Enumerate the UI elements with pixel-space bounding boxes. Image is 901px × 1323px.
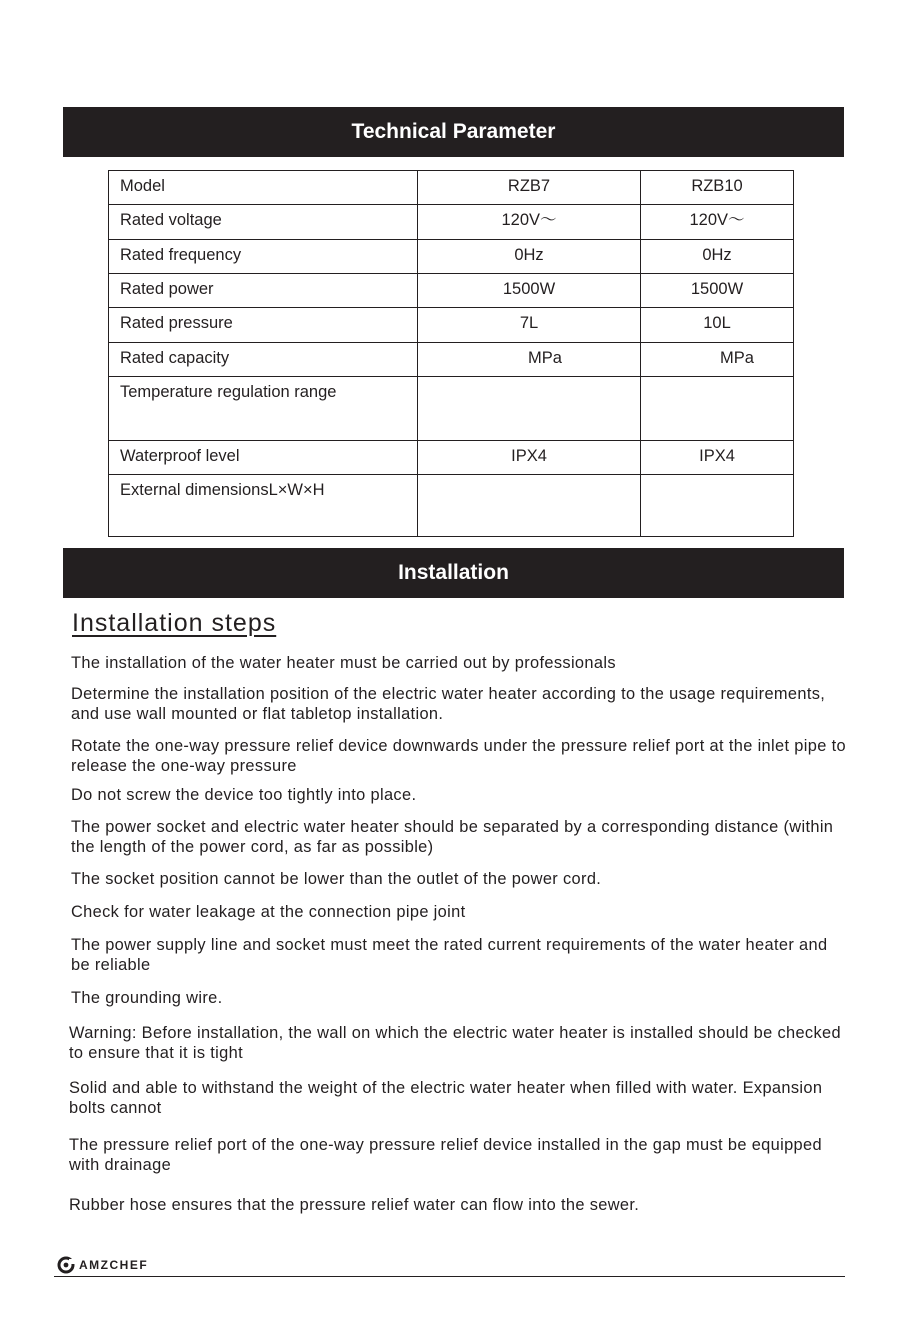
installation-step: Check for water leakage at the connection pipe joint bbox=[71, 903, 466, 921]
table-row bbox=[109, 274, 794, 308]
parameter-table bbox=[108, 170, 794, 537]
param-label: Rated frequency bbox=[109, 240, 418, 274]
rzb10-value: 120V～ bbox=[641, 205, 794, 240]
installation-step: The power supply line and socket must meet the rated current requirements of the water heater and be reliable bbox=[71, 936, 828, 974]
rzb10-value bbox=[641, 475, 794, 537]
footer-divider bbox=[54, 1276, 845, 1277]
rzb10-value: 10L bbox=[641, 308, 794, 343]
rzb10-value: IPX4 bbox=[641, 441, 794, 475]
param-label: Temperature regulation range bbox=[109, 377, 418, 441]
rzb10-value: MPa bbox=[641, 343, 794, 377]
installation-step: The power socket and electric water heater should be separated by a corresponding distance (within the length of the power cord, as far as possible) bbox=[71, 818, 834, 856]
table-row bbox=[109, 171, 794, 205]
param-label: Rated pressure bbox=[109, 308, 418, 343]
param-label: Model bbox=[109, 171, 418, 205]
installation-step: Rubber hose ensures that the pressure relief water can flow into the sewer. bbox=[69, 1196, 640, 1214]
rzb10-value: 0Hz bbox=[641, 240, 794, 274]
technical-parameter-banner bbox=[63, 107, 844, 157]
installation-step: Do not screw the device too tightly into place. bbox=[71, 786, 417, 804]
technical-parameter-heading: Technical Parameter bbox=[351, 120, 556, 143]
installation-step: The pressure relief port of the one-way pressure relief device installed in the gap must be equipped with drainage bbox=[69, 1136, 822, 1174]
installation-step: Solid and able to withstand the weight of the electric water heater when filled with water. Expansion bolts cannot bbox=[69, 1079, 823, 1117]
installation-banner bbox=[63, 548, 844, 598]
table-row bbox=[109, 308, 794, 343]
installation-step: Rotate the one-way pressure relief device downwards under the pressure relief port at the inlet pipe to release the one-way pressure bbox=[71, 737, 846, 775]
rzb7-value: 0Hz bbox=[418, 240, 641, 274]
table-row bbox=[109, 240, 794, 274]
param-label: Rated voltage bbox=[109, 205, 418, 240]
amzchef-logo-icon bbox=[57, 1256, 75, 1274]
rzb7-value: 7L bbox=[418, 308, 641, 343]
table-row bbox=[109, 475, 794, 537]
table-row bbox=[109, 205, 794, 240]
rzb7-value: 1500W bbox=[418, 274, 641, 308]
warning-step: Warning: Before installation, the wall on which the electric water heater is installed should be checked to ensure that it is tight bbox=[69, 1024, 841, 1062]
installation-step: The socket position cannot be lower than the outlet of the power cord. bbox=[71, 870, 602, 888]
rzb10-value: 1500W bbox=[641, 274, 794, 308]
installation-step: Determine the installation position of the electric water heater according to the usage requirements, and use wall mounted or flat tabletop installation. bbox=[71, 685, 826, 723]
rzb7-value bbox=[418, 377, 641, 441]
param-label: Rated capacity bbox=[109, 343, 418, 377]
rzb10-value: RZB10 bbox=[641, 171, 794, 205]
installation-heading: Installation bbox=[398, 561, 509, 584]
param-label: External dimensionsL×W×H bbox=[109, 475, 418, 537]
rzb7-value: RZB7 bbox=[418, 171, 641, 205]
table-row bbox=[109, 343, 794, 377]
table-row bbox=[109, 377, 794, 441]
table-row bbox=[109, 441, 794, 475]
installation-steps-title: Installation steps bbox=[72, 609, 277, 637]
brand-name: AMZCHEF bbox=[79, 1258, 149, 1272]
brand-logo bbox=[57, 1256, 148, 1274]
rzb10-value bbox=[641, 377, 794, 441]
rzb7-value: MPa bbox=[418, 343, 641, 377]
rzb7-value bbox=[418, 475, 641, 537]
param-label: Waterproof level bbox=[109, 441, 418, 475]
param-label: Rated power bbox=[109, 274, 418, 308]
rzb7-value: IPX4 bbox=[418, 441, 641, 475]
installation-step: The grounding wire. bbox=[71, 989, 223, 1007]
installation-step: The installation of the water heater must be carried out by professionals bbox=[71, 654, 616, 672]
rzb7-value: 120V～ bbox=[418, 205, 641, 240]
